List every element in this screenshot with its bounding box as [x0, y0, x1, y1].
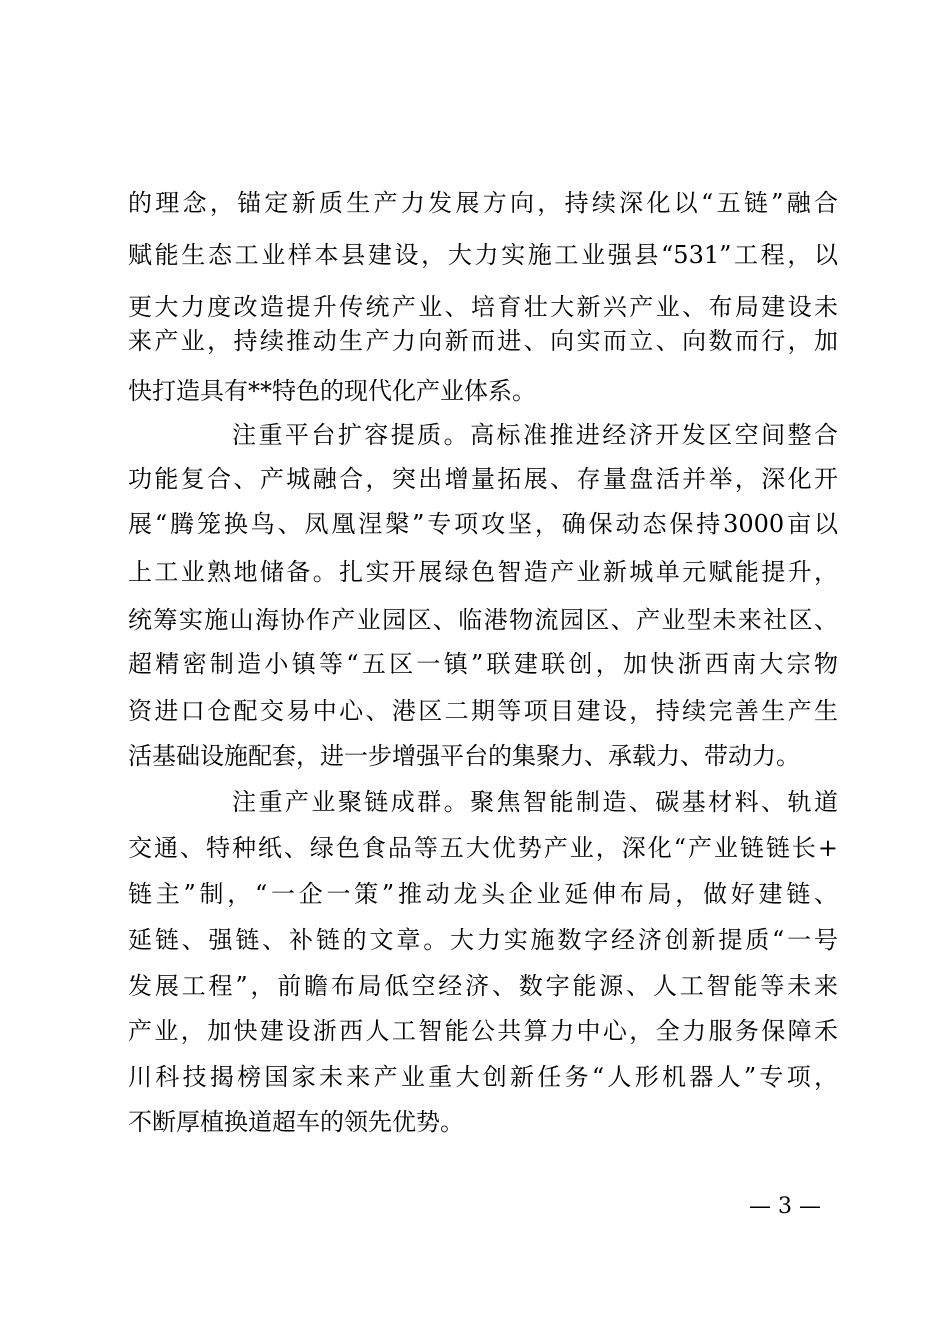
- text-line: 活基础设施配套，进一步增强平台的集聚力、承载力、带动力。: [128, 742, 800, 770]
- text-line: 注重平台扩容提质。高标准推进经济开发区空间整合: [232, 421, 838, 449]
- text-line: 统筹实施山海协作产业园区、临港物流园区、产业型未来社区、: [128, 606, 838, 634]
- text-line: 快打造具有**特色的现代化产业体系。: [128, 377, 536, 405]
- text-line: 资进口仓配交易中心、港区二期等项目建设，持续完善生产生: [128, 697, 838, 725]
- text-line: 不断厚植换道超车的领先优势。: [128, 1108, 464, 1136]
- text-line: 来产业，持续推动生产力向新而进、向实而立、向数而行，加: [128, 327, 838, 355]
- text-line: 产业，加快建设浙西人工智能公共算力中心，全力服务保障禾: [128, 1017, 838, 1045]
- text-line: 上工业熟地储备。扎实开展绿色智造产业新城单元赋能提升，: [128, 558, 838, 586]
- text-line: 的理念，锚定新质生产力发展方向，持续深化以“五链”融合: [128, 189, 838, 217]
- text-line: 交通、特种纸、绿色食品等五大优势产业，深化“产业链链长+: [128, 834, 838, 862]
- text-line: 赋能生态工业样本县建设，大力实施工业强县“531”工程，以: [128, 241, 838, 269]
- text-line: 功能复合、产城融合，突出增量拓展、存量盘活并举，深化开: [128, 465, 838, 493]
- text-line: 展“腾笼换鸟、凤凰涅槃”专项攻坚，确保动态保持3000亩以: [128, 510, 838, 538]
- text-line: 更大力度改造提升传统产业、培育壮大新兴产业、布局建设未: [128, 293, 838, 321]
- text-line: 注重产业聚链成群。聚焦智能制造、碳基材料、轨道: [232, 788, 838, 816]
- text-line: 超精密制造小镇等“五区一镇”联建联创，加快浙西南大宗物: [128, 650, 838, 678]
- text-line: 发展工程”，前瞻布局低空经济、数字能源、人工智能等未来: [128, 972, 838, 1000]
- page-number: — 3 —: [749, 1194, 821, 1219]
- text-line: 链主”制，“一企一策”推动龙头企业延伸布局，做好建链、: [128, 880, 838, 908]
- text-line: 延链、强链、补链的文章。大力实施数字经济创新提质“一号: [128, 926, 838, 954]
- text-line: 川科技揭榜国家未来产业重大创新任务“人形机器人”专项，: [128, 1063, 838, 1091]
